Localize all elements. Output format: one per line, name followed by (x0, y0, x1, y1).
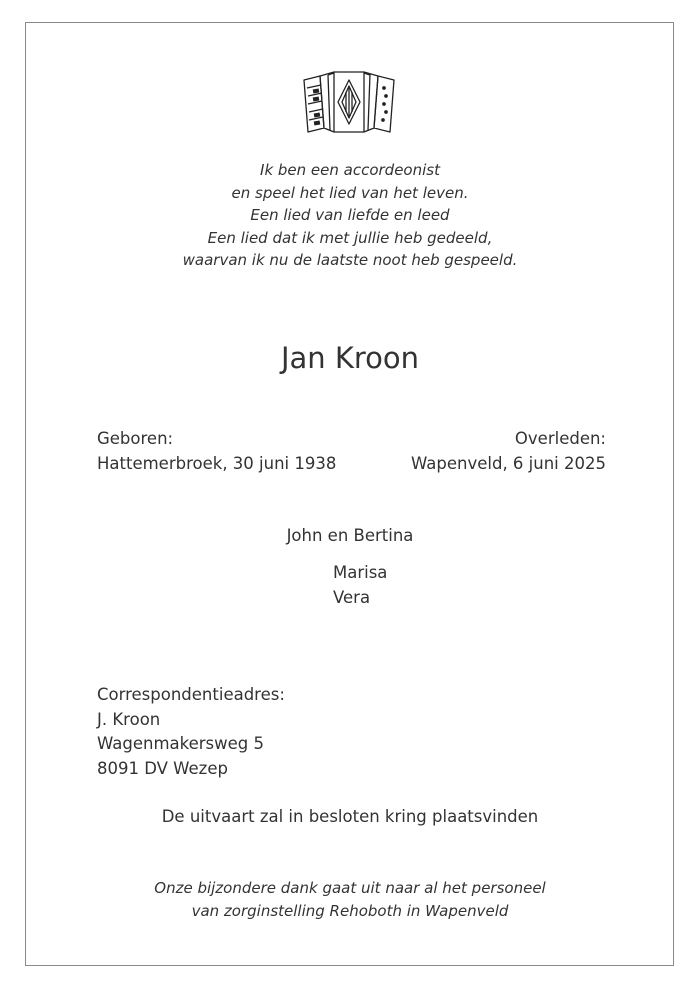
poem (0, 159, 700, 272)
thanks-note (0, 877, 700, 922)
address-line: Wagenmakersweg 5 (97, 734, 264, 753)
address-line: 8091 DV Wezep (97, 758, 228, 778)
poem-line: Een lied van liefde en leed (250, 206, 450, 224)
poem-line: Een lied dat ik met jullie heb gedeeld, (207, 228, 493, 247)
poem-line: en speel het lied van het leven. (231, 183, 469, 202)
grandchild-name: Marisa (333, 563, 388, 582)
address-line: J. Kroon (97, 709, 161, 729)
grandchild-name: Vera (333, 587, 371, 607)
address-label: Correspondentieadres: (97, 685, 285, 704)
died-value: Wapenveld, 6 juni 2025 (411, 454, 606, 473)
grandchildren-list (333, 561, 387, 610)
children-names: John en Bertina (286, 526, 414, 545)
born-label: Geboren: (97, 429, 174, 448)
poem-line: waarvan ik nu de laatste noot heb gespeeld. (182, 251, 518, 269)
thanks-line: van zorginstelling Rehoboth in Wapenveld (191, 901, 509, 920)
died-label: Overleden: (514, 429, 606, 448)
accordion-icon (302, 66, 396, 136)
thanks-line: Onze bijzondere dank gaat uit naar al het personeel (154, 879, 546, 897)
funeral-note: De uitvaart zal in besloten kring plaatsvinden (161, 807, 539, 826)
birth-info (97, 426, 336, 476)
deceased-name: Jan Kroon (280, 341, 420, 375)
born-value: Hattemerbroek, 30 juni 1938 (97, 454, 337, 473)
correspondence-address (97, 683, 285, 781)
death-info (411, 426, 606, 476)
poem-line: Ik ben een accordeonist (260, 161, 440, 179)
